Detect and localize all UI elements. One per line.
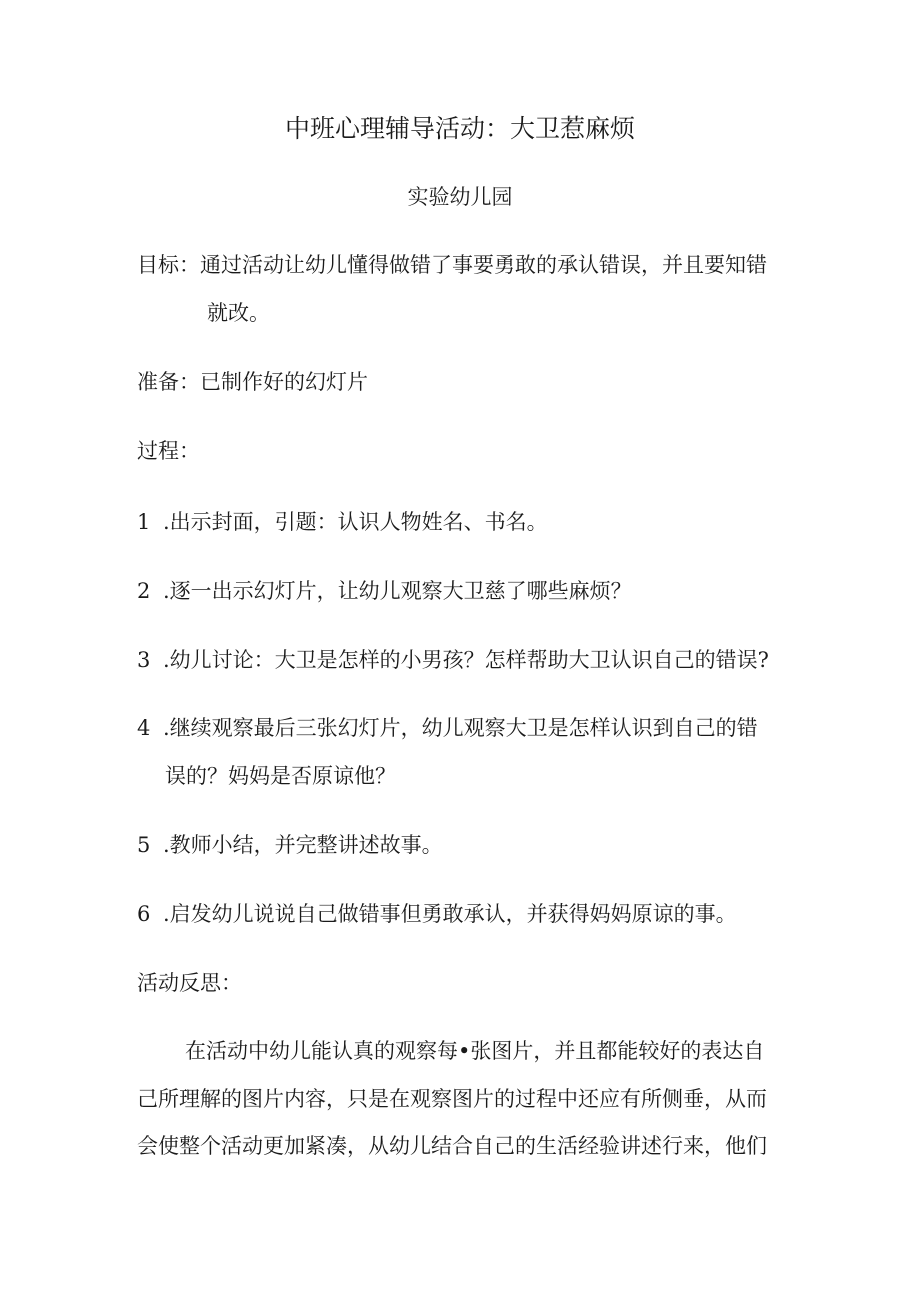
step-5-text: .教师小结，并完整讲述故事。 bbox=[163, 833, 443, 857]
goal-line-1: 目标：通过活动让幼儿懂得做错了事要勇敢的承认错误，并且要知错 bbox=[137, 253, 767, 277]
step-6 bbox=[137, 900, 737, 928]
reflection-heading: 活动反思： bbox=[137, 971, 242, 995]
step-6-number: 6 bbox=[137, 902, 151, 926]
step-5 bbox=[137, 831, 443, 859]
step-1-text: .出示封面，引题：认识人物姓名、书名。 bbox=[163, 510, 548, 534]
reflection-line-2: 己所理解的图片内容，只是在观察图片的过程中还应有所侧垂，从而 bbox=[137, 1087, 767, 1111]
reflection-line-3: 会使整个活动更加紧凑，从幼儿结合自己的生活经验讲述行来，他们 bbox=[137, 1134, 767, 1158]
step-2-number: 2 bbox=[137, 579, 151, 603]
step-1 bbox=[137, 508, 548, 536]
step-4 bbox=[137, 714, 758, 742]
step-3-number: 3 bbox=[137, 648, 151, 672]
step-6-text: .启发幼儿说说自己做错事但勇敢承认，并获得妈妈原谅的事。 bbox=[163, 902, 737, 926]
step-4-text: .继续观察最后三张幻灯片，幼儿观察大卫是怎样认识到自己的错 bbox=[163, 716, 758, 740]
goal-line-2: 就改。 bbox=[207, 301, 270, 325]
step-3-text: .幼儿讨论：大卫是怎样的小男孩？怎样帮助大卫认识自己的错误? bbox=[163, 648, 769, 672]
step-1-number: 1 bbox=[137, 510, 151, 534]
step-5-number: 5 bbox=[137, 833, 151, 857]
process-heading: 过程： bbox=[137, 439, 200, 463]
document-title: 中班心理辅导活动：大卫惹麻烦 bbox=[284, 114, 635, 143]
step-4-number: 4 bbox=[137, 716, 151, 740]
document-subtitle: 实验幼儿园 bbox=[407, 185, 513, 209]
step-2 bbox=[137, 577, 632, 605]
step-4-continuation: 误的？妈妈是否原谅他？ bbox=[165, 764, 396, 788]
reflection-line-1: 在活动中幼儿能认真的观察每•张图片，并且都能较好的表达自 bbox=[185, 1039, 765, 1063]
step-3 bbox=[137, 646, 769, 674]
step-2-text: .逐一出示幻灯片，让幼儿观察大卫慈了哪些麻烦？ bbox=[163, 579, 632, 603]
preparation-text: 准备：已制作好的幻灯片 bbox=[137, 370, 368, 394]
